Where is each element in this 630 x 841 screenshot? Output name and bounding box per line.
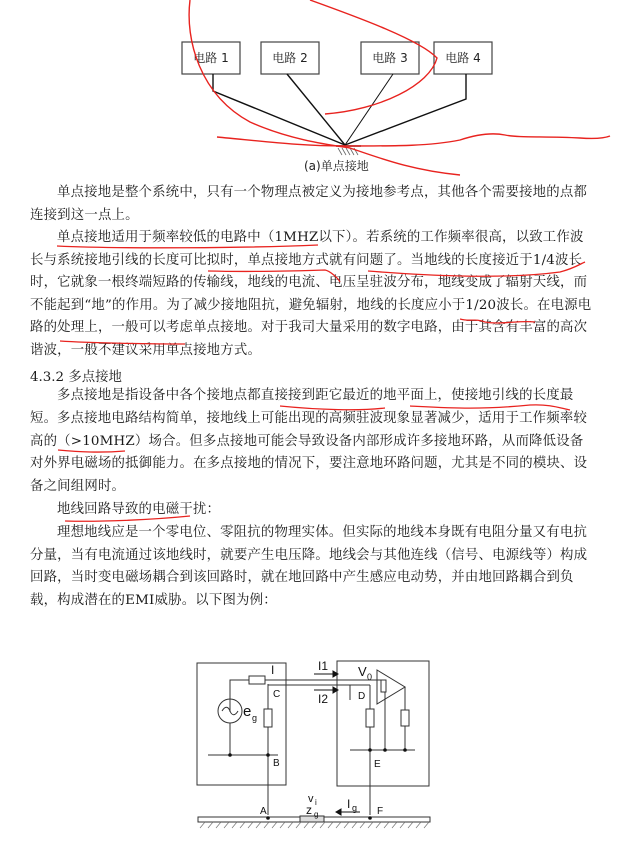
label-B: B xyxy=(273,758,280,769)
label-V0: V xyxy=(358,664,367,679)
label-zg: z xyxy=(306,803,312,817)
label-eg: e xyxy=(243,703,252,720)
svg-text:i: i xyxy=(315,798,317,807)
paragraph-multi-point-usage: 多点接地电路结构简单，接地线上可能出现的高频驻波现象显著减少，适用于工作频率较高的（>10MHZ）场合。但多点接地可能会导致设备内部形成许多接地环路，从而降低设备对外界电磁场的抵御能力。在多点接地的情况下，要注意地环路问题，尤其是不同的模块、设备之间组网时。 xyxy=(30,411,588,494)
section-heading-multi-point: 4.3.2 多点接地 xyxy=(30,370,122,385)
load-input-resistor xyxy=(366,709,374,727)
label-I: I xyxy=(271,663,275,677)
svg-text:g: g xyxy=(252,713,258,723)
source-load-resistor xyxy=(264,709,272,727)
svg-text:0: 0 xyxy=(367,672,373,682)
label-vi: v xyxy=(308,793,314,805)
circuit-label-4: 电路 4 xyxy=(445,51,481,65)
label-I2: I2 xyxy=(318,692,329,706)
ground-impedance xyxy=(300,816,324,822)
label-Ig: I xyxy=(347,797,351,811)
label-D: D xyxy=(358,691,366,702)
label-A: A xyxy=(260,806,267,817)
paragraph-multi-point-definition: 多点接地是指设备中各个接地点都直接接到距它最近的地平面上，使接地引线的长度最短。 xyxy=(30,388,574,426)
svg-text:g: g xyxy=(352,803,358,813)
label-C: C xyxy=(273,689,281,700)
paragraph-single-point-usage: 单点接地适用于频率较低的电路中（1MHZ以下）。若系统的工作频率很高，以致工作波长与系统接地引线的长度可比拟时，单点接地方式就有问题了。当地线的长度接近于1/4波长时，它就象一根终端短路的传输线，地线的电流、电压呈驻波分布，地线变成了辐射天线，而不能起到“地”的作用。为了减少接地阻抗，避免辐射，地线的长度应小于1/20波长。在电源电路的处理上，一般可以考虑单点接地。对于我司大量采用的数字电路，由于其含有丰富的高次谐波，一般不建议采用单点接地方式。 xyxy=(30,230,592,358)
paragraph-single-point-definition: 单点接地是整个系统中，只有一个物理点被定义为接地参考点，其他各个需要接地的点都连接到这一点上。 xyxy=(30,185,588,223)
svg-text:g: g xyxy=(314,810,319,819)
circuit-label-1: 电路 1 xyxy=(193,51,229,65)
ground-plane-hatch xyxy=(200,822,429,828)
paragraph-ideal-ground: 理想地线应是一个零电位、零阻抗的物理实体。但实际的地线本身既有电阻分量又有电抗分量，当有电流通过该地线时，就要产生电压降。地线会与其他连线（信号、电源线等）构成回路，当时变电磁场耦合到该回路时，就在地回路中产生感应电动势，并由地回路耦合到负载，构成潜在的EMI威胁。以下图为例： xyxy=(30,525,588,608)
figure-caption: (a)单点接地 xyxy=(304,159,369,173)
label-F: F xyxy=(377,806,384,817)
series-resistor xyxy=(249,676,265,684)
circuit-label-3: 电路 3 xyxy=(372,51,408,65)
circuit-label-2: 电路 2 xyxy=(272,51,308,65)
label-I1: I1 xyxy=(318,659,329,673)
subheading-ground-loop-emi: 地线回路导致的电磁干扰： xyxy=(57,502,221,517)
label-E: E xyxy=(374,759,381,770)
